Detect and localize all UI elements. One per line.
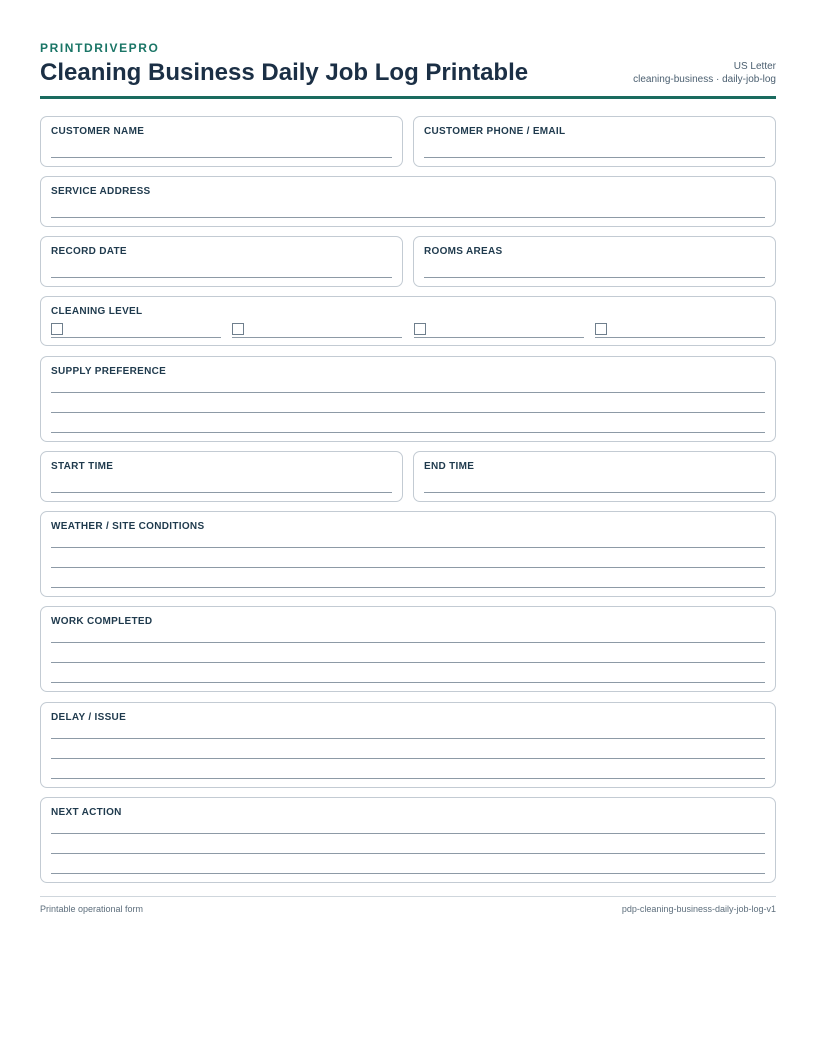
supply-preference-label: SUPPLY PREFERENCE	[51, 366, 167, 377]
weather-conditions-field	[40, 511, 776, 597]
cleaning-level-option-3[interactable]	[414, 322, 584, 338]
option-line	[595, 337, 765, 338]
cleaning-level-option-4[interactable]	[595, 322, 765, 338]
cleaning-level-option-2[interactable]	[232, 322, 402, 338]
work-completed-field	[40, 606, 776, 692]
work-completed-line-1[interactable]	[51, 642, 765, 643]
cleaning-level-label: CLEANING LEVEL	[51, 306, 143, 317]
delay-issue-label: DELAY / ISSUE	[51, 712, 127, 723]
customer-contact-input-line[interactable]	[424, 157, 765, 158]
weather-conditions-line-3[interactable]	[51, 587, 765, 588]
customer-contact-field	[413, 116, 776, 167]
option-line	[414, 337, 584, 338]
customer-name-field	[40, 116, 403, 167]
weather-conditions-line-2[interactable]	[51, 567, 765, 568]
record-date-input-line[interactable]	[51, 277, 392, 278]
customer-name-label: CUSTOMER NAME	[51, 126, 145, 137]
next-action-line-1[interactable]	[51, 833, 765, 834]
end-time-field	[413, 451, 776, 502]
cleaning-level-option-1[interactable]	[51, 322, 221, 338]
supply-preference-field	[40, 356, 776, 442]
page-tags: cleaning-business · daily-job-log	[633, 74, 776, 85]
rooms-areas-label: ROOMS AREAS	[424, 246, 503, 257]
header-rule	[40, 96, 776, 99]
checkbox-icon[interactable]	[414, 323, 426, 335]
next-action-line-2[interactable]	[51, 853, 765, 854]
start-time-field	[40, 451, 403, 502]
next-action-field	[40, 797, 776, 883]
record-date-field	[40, 236, 403, 287]
record-date-label: RECORD DATE	[51, 246, 127, 257]
delay-issue-line-1[interactable]	[51, 738, 765, 739]
weather-conditions-line-1[interactable]	[51, 547, 765, 548]
form-id: pdp-cleaning-business-daily-job-log-v1	[621, 904, 776, 914]
work-completed-label: WORK COMPLETED	[51, 616, 153, 627]
delay-issue-line-2[interactable]	[51, 758, 765, 759]
option-line	[51, 337, 221, 338]
work-completed-line-3[interactable]	[51, 682, 765, 683]
service-address-input-line[interactable]	[51, 217, 765, 218]
checkbox-icon[interactable]	[51, 323, 63, 335]
start-time-label: START TIME	[51, 461, 114, 472]
option-line	[232, 337, 402, 338]
checkbox-icon[interactable]	[595, 323, 607, 335]
page-meta	[633, 60, 776, 86]
supply-preference-line-2[interactable]	[51, 412, 765, 413]
end-time-input-line[interactable]	[424, 492, 765, 493]
end-time-label: END TIME	[424, 461, 475, 472]
delay-issue-field	[40, 702, 776, 788]
service-address-label: SERVICE ADDRESS	[51, 186, 151, 197]
supply-preference-line-1[interactable]	[51, 392, 765, 393]
customer-contact-label: CUSTOMER PHONE / EMAIL	[424, 126, 566, 137]
checkbox-icon[interactable]	[232, 323, 244, 335]
page-title: Cleaning Business Daily Job Log Printable	[40, 59, 529, 86]
work-completed-line-2[interactable]	[51, 662, 765, 663]
footer-rule	[40, 896, 776, 897]
brand-name: PRINTDRIVEPRO	[40, 41, 160, 55]
next-action-line-3[interactable]	[51, 873, 765, 874]
rooms-areas-field	[413, 236, 776, 287]
footer-note: Printable operational form	[40, 904, 144, 914]
weather-conditions-label: WEATHER / SITE CONDITIONS	[51, 521, 205, 532]
start-time-input-line[interactable]	[51, 492, 392, 493]
delay-issue-line-3[interactable]	[51, 778, 765, 779]
next-action-label: NEXT ACTION	[51, 807, 122, 818]
customer-name-input-line[interactable]	[51, 157, 392, 158]
paper-size: US Letter	[733, 61, 776, 72]
cleaning-level-field	[40, 296, 776, 346]
rooms-areas-input-line[interactable]	[424, 277, 765, 278]
service-address-field	[40, 176, 776, 227]
supply-preference-line-3[interactable]	[51, 432, 765, 433]
